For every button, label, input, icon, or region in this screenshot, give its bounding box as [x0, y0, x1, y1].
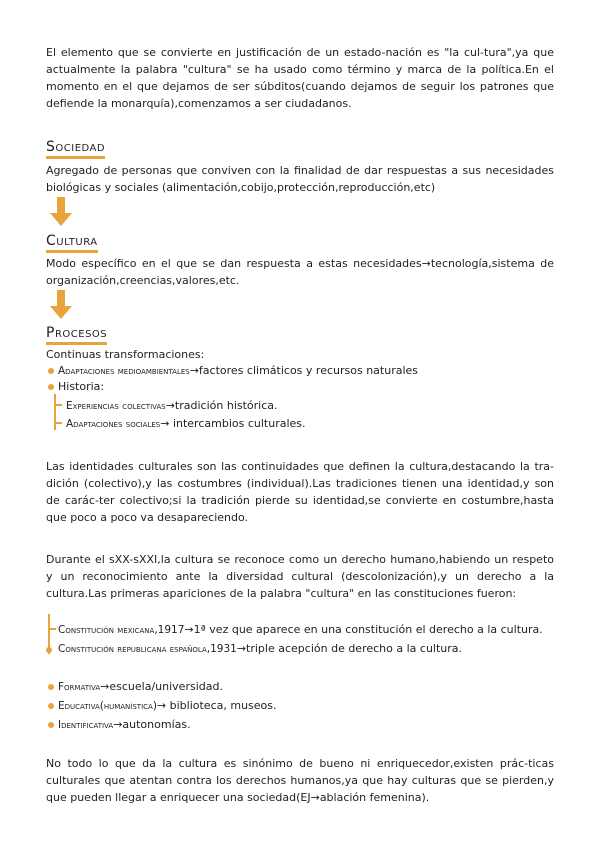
bullet-icon	[48, 703, 54, 709]
intro-paragraph: El elemento que se convierte en justificación de un estado-nación es "la cul-tura",ya que actualmente la palabra "cultura" se ha usado como término y marca de la política.En el momento en el que dejamos de ser súbditos(cuando dejamos de seguir los patrones que defiende la monarquía),comenzamos a ser ciudadanos.	[46, 46, 554, 110]
conclusion-paragraph: No todo lo que da la cultura es sinónimo de bueno ni enriquecedor,existen prác-ticas culturales que atentan contra los derechos humanos,ya que hay culturas que se pierden,y que pueden llegar a enriquecer una sociedad(EJ→ablación femenina).	[46, 757, 554, 804]
sociedad-definition: Agregado de personas que conviven con la finalidad de dar respuestas a sus necesidades biológicas y sociales (alimentación,cobijo,protección,reproducción,etc)	[46, 164, 554, 194]
bullet-icon	[48, 368, 54, 374]
item-detail: →1ª vez que aparece en una constitución el derecho a la cultura.	[184, 623, 543, 636]
procesos-intro: Continuas transformaciones:	[46, 348, 205, 361]
item-detail: →autonomías.	[113, 718, 191, 731]
item-detail: → biblioteca, museos.	[156, 699, 277, 712]
bullet-icon	[48, 684, 54, 690]
item-keyword: Identificativa	[58, 719, 114, 731]
bullet-icon	[46, 647, 52, 653]
procesos-item-adaptaciones-medioambientales	[58, 363, 568, 379]
cultura-definition: Modo específico en el que se dan respuesta a estas necesidades→tecnología,sistema de organización,creencias,valores,etc.	[46, 257, 554, 287]
item-detail: →escuela/universidad.	[100, 680, 223, 693]
procesos-item-historia: Historia:	[58, 380, 105, 393]
bullet-icon	[48, 384, 54, 390]
durante-paragraph: Durante el sXX-sXXI,la cultura se reconoce como un derecho humano,habiendo un respeto y un reconocimiento ante la diversidad cultural (descolonización),y un derecho a la cultura.Las primeras apariciones de la palabra "cultura" en las constituciones fueron:	[46, 553, 554, 600]
constitucion-espanola	[58, 641, 568, 657]
heading-procesos: Procesos	[46, 324, 107, 345]
item-keyword: Experiencias colectivas	[66, 400, 166, 412]
item-detail: →tradición histórica.	[165, 399, 278, 412]
item-detail: →factores climáticos y recursos naturales	[189, 364, 419, 377]
historia-sub-adaptaciones-sociales	[66, 416, 576, 432]
acepcion-formativa	[58, 679, 568, 695]
bracket-tick	[48, 628, 56, 630]
bracket-tick	[54, 422, 62, 424]
arrow-down-icon	[50, 197, 72, 227]
bullet-icon	[48, 722, 54, 728]
identidades-paragraph: Las identidades culturales son las continuidades que definen la cultura,destacando la tra-dición (colectivo),y las costumbres (individual).Las tradiciones tienen una identidad,y son de carác-ter colectivo;si la tradición pierde su identidad,se convierte en costumbre,hasta que poco a poco va desapareciendo.	[46, 460, 554, 524]
heading-sociedad: Sociedad	[46, 138, 105, 159]
item-keyword: Adaptaciones medioambientales	[58, 365, 190, 377]
item-keyword: Formativa	[58, 681, 101, 693]
acepcion-identificativa	[58, 717, 568, 733]
item-keyword: Constitución republicana española,1931	[58, 643, 237, 655]
item-keyword: Adaptaciones sociales	[66, 418, 161, 430]
arrow-down-icon	[50, 290, 72, 320]
bracket-line	[54, 394, 56, 430]
heading-cultura: Cultura	[46, 232, 98, 253]
acepcion-educativa	[58, 698, 568, 714]
item-keyword: Educativa(humanística)	[58, 700, 157, 712]
constitucion-mexicana	[58, 622, 568, 638]
item-detail: →triple acepción de derecho a la cultura.	[236, 642, 463, 655]
bracket-tick	[54, 404, 62, 406]
item-keyword: Constitución mexicana,1917	[58, 624, 185, 636]
historia-sub-experiencias	[66, 398, 576, 414]
item-detail: → intercambios culturales.	[160, 417, 306, 430]
